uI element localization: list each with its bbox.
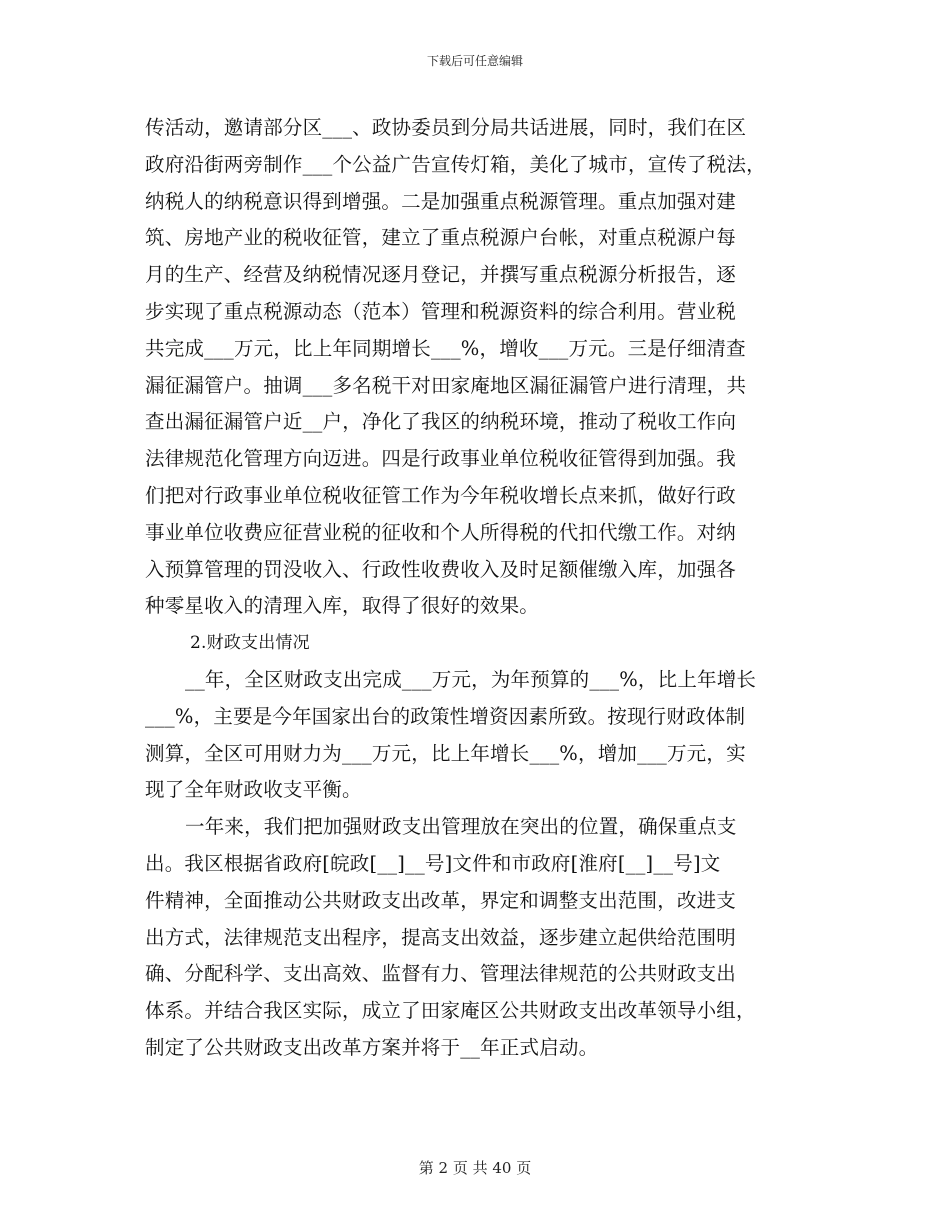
text-line: 现了全年财政收支平衡。 bbox=[145, 778, 362, 802]
text-line: 法律规范化管理方向迈进。四是行政事业单位税收征管得到加强。我 bbox=[145, 447, 737, 471]
text-line: 共完成___万元，比上年同期增长___%，增收___万元。三是仔细清查 bbox=[145, 336, 746, 360]
text-line: 传活动，邀请部分区___、政协委员到分局共话进展，同时，我们在区 bbox=[145, 116, 747, 139]
text-line: 确、分配科学、支出高效、监督有力、管理法律规范的公共财政支出 bbox=[145, 962, 737, 986]
text-line: 入预算管理的罚没收入、行政性收费收入及时足额催缴入库，加强各 bbox=[145, 557, 737, 581]
text-line: 月的生产、经营及纳税情况逐月登记，并撰写重点税源分析报告，逐 bbox=[145, 263, 737, 287]
page-number: 第 2 页 共 40 页 bbox=[418, 1159, 532, 1177]
text-line: 事业单位收费应征营业税的征收和个人所得税的代扣代缴工作。对纳 bbox=[145, 520, 737, 544]
text-line: 出。我区根据省政府[皖政[__]__号]文件和市政府[淮府[__]__号]文 bbox=[145, 851, 721, 875]
document-body bbox=[145, 110, 810, 1067]
text-line: 们把对行政事业单位税收征管工作为今年税收增长点来抓，做好行政 bbox=[145, 483, 737, 507]
text-line: 种零星收入的清理入库，取得了很好的效果。 bbox=[145, 594, 540, 618]
text-line: 件精神，全面推动公共财政支出改革，界定和调整支出范围，改进支 bbox=[145, 888, 737, 912]
text-line: 体系。并结合我区实际，成立了田家庵区公共财政支出改革领导小组， bbox=[145, 999, 756, 1023]
text-line: 步实现了重点税源动态（范本）管理和税源资料的综合利用。营业税 bbox=[145, 299, 737, 323]
text-line: 纳税人的纳税意识得到增强。二是加强重点税源管理。重点加强对建 bbox=[145, 189, 737, 213]
header-note: 下载后可任意编辑 bbox=[426, 54, 523, 68]
section-heading: 2.财政支出情况 bbox=[190, 633, 310, 654]
text-line: 漏征漏管户。抽调___多名税干对田家庵地区漏征漏管户进行清理，共 bbox=[145, 373, 747, 397]
text-line: __年，全区财政支出完成___万元，为年预算的___%，比上年增长 bbox=[185, 667, 757, 691]
text-line: 查出漏征漏管户近__户，净化了我区的纳税环境，推动了税收工作向 bbox=[145, 410, 737, 434]
text-line: 一年来，我们把加强财政支出管理放在突出的位置，确保重点支 bbox=[185, 815, 737, 839]
text-line: 测算，全区可用财力为___万元，比上年增长___%，增加___万元，实 bbox=[145, 741, 746, 765]
text-line: 制定了公共财政支出改革方案并将于__年正式启动。 bbox=[145, 1035, 599, 1059]
text-line: 政府沿街两旁制作___个公益广告宣传灯箱，美化了城市，宣传了税法， bbox=[145, 152, 766, 176]
text-line: ___%，主要是今年国家出台的政策性增资因素所致。按现行财政体制 bbox=[145, 704, 746, 728]
text-line: 筑、房地产业的税收征管，建立了重点税源户台帐，对重点税源户每 bbox=[145, 226, 737, 250]
text-line: 出方式，法律规范支出程序，提高支出效益，逐步建立起供给范围明 bbox=[145, 925, 737, 949]
